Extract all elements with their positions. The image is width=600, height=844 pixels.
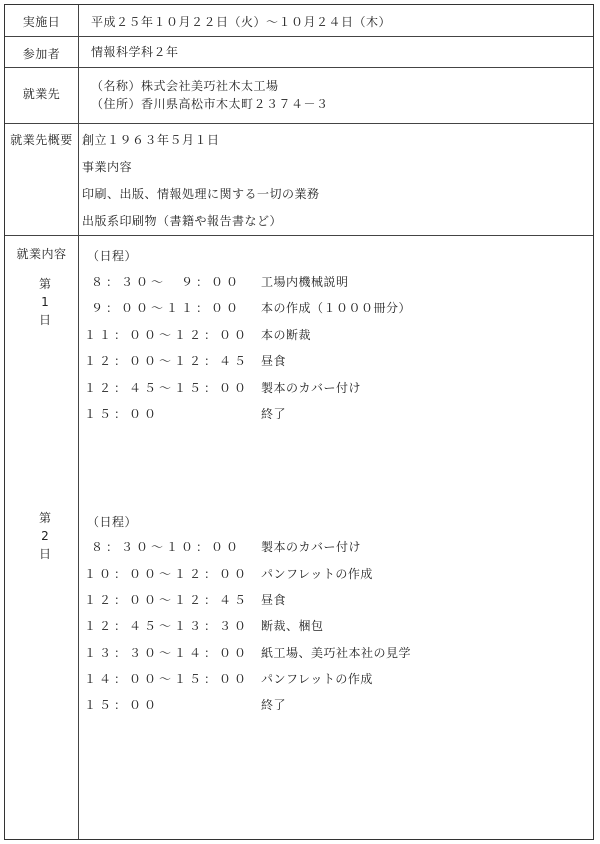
schedule-time: ８：３０～１０：００ [91, 540, 242, 554]
schedule-time: １１：００～１２：００ [84, 328, 250, 342]
row-divider [5, 67, 593, 68]
schedule-activity: 断裁、梱包 [261, 619, 324, 633]
column-divider [78, 5, 79, 839]
overview-line: 出版系印刷物（書籍や報告書など） [82, 214, 283, 228]
day2-heading: （日程） [87, 515, 138, 529]
schedule-activity: 製本のカバー付け [261, 381, 362, 395]
schedule-activity: パンフレットの作成 [261, 672, 373, 686]
participant-label: 参加者 [22, 47, 61, 61]
overview-label: 就業先概要 [10, 133, 73, 147]
schedule-activity: 昼食 [261, 593, 287, 607]
schedule-time: ９：００～１１：００ [91, 301, 242, 315]
overview-line: 印刷、出版、情報処理に関する一切の業務 [82, 187, 320, 201]
schedule-time: １０：００～１２：００ [84, 567, 250, 581]
day1-marker: 1 [41, 295, 49, 309]
overview-line: 創立１９６３年５月１日 [82, 133, 220, 147]
day1-heading: （日程） [87, 249, 138, 263]
schedule-activity: 終了 [261, 698, 287, 712]
schedule-activity: 本の断裁 [261, 328, 312, 342]
schedule-time: １４：００～１５：００ [84, 672, 250, 686]
row-divider [5, 235, 593, 236]
overview-line: 事業内容 [82, 160, 133, 174]
content-label: 就業内容 [16, 247, 67, 261]
row-divider [5, 36, 593, 37]
report-sheet [4, 4, 594, 840]
day1-marker: 第 [38, 277, 51, 291]
schedule-time: １５：００ [84, 698, 160, 712]
schedule-activity: 本の作成（１０００冊分） [261, 301, 412, 315]
schedule-activity: 紙工場、美巧社本社の見学 [261, 646, 412, 660]
schedule-activity: 昼食 [261, 354, 287, 368]
schedule-time: ８：３０～ ９：００ [91, 275, 242, 289]
schedule-activity: 工場内機械説明 [261, 275, 349, 289]
workplace-label: 就業先 [22, 87, 61, 101]
row-divider [5, 123, 593, 124]
schedule-time: １２：００～１２：４５ [84, 354, 250, 368]
schedule-activity: 製本のカバー付け [261, 540, 362, 554]
schedule-time: １２：４５～１５：００ [84, 381, 250, 395]
day2-marker: 2 [41, 529, 49, 543]
schedule-activity: 終了 [261, 407, 287, 421]
schedule-time: １２：００～１２：４５ [84, 593, 250, 607]
schedule-activity: パンフレットの作成 [261, 567, 373, 581]
schedule-time: １３：３０～１４：００ [84, 646, 250, 660]
day2-marker: 日 [38, 547, 51, 561]
workplace-address: （住所）香川県高松市木太町２３７４－３ [91, 97, 329, 111]
participant-value: 情報科学科２年 [91, 45, 179, 59]
schedule-time: １２：４５～１３：３０ [84, 619, 250, 633]
day1-marker: 日 [38, 313, 51, 327]
day2-marker: 第 [38, 511, 51, 525]
schedule-time: １５：００ [84, 407, 160, 421]
date-label: 実施日 [22, 15, 61, 29]
workplace-name: （名称）株式会社美巧社木太工場 [91, 79, 279, 93]
date-value: 平成２５年１０月２２日（火）～１０月２４日（木） [91, 15, 392, 29]
